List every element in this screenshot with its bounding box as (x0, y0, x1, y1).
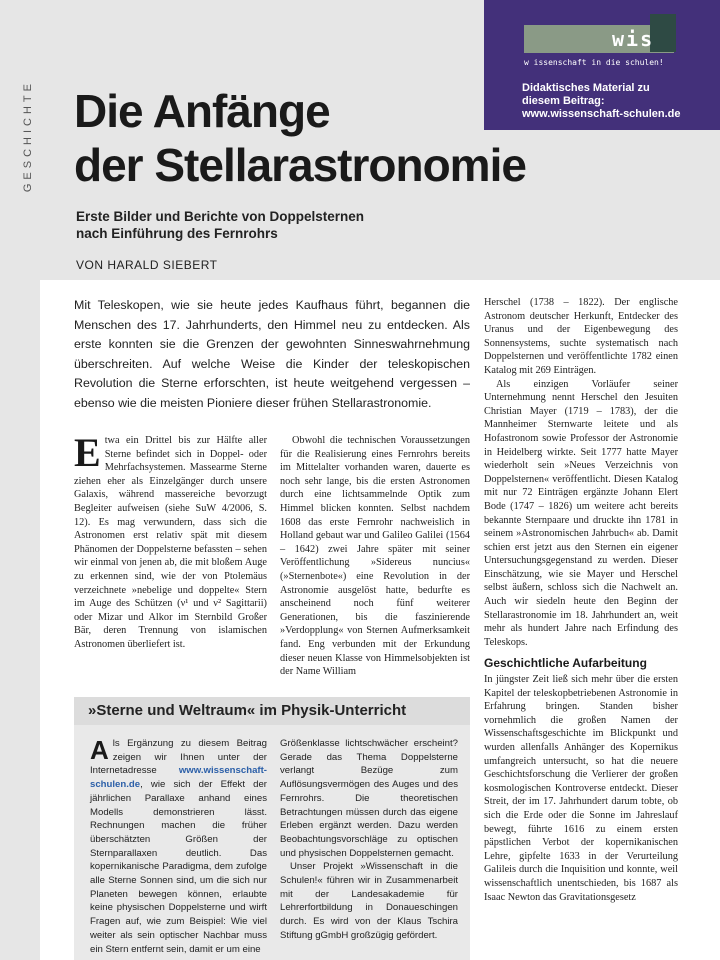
column3-paragraph-2: Als einzigen Vorläufer seiner Unternehmung nennt Herschel den Jesuiten Christian Mayer (1719 – 1783), der die Mannheimer Sternwarte leitete und als Hofastronom sowie Professor der Astronomie in Heidelberg wirkte. Seit 1777 hatte Mayer wiederholt sein »Neues Verzeichnis von Doppelsternen« veröffentlicht. Diesen Katalog mit nur 72 Einträgen ergänzte Johann Elert Bode (1747 – 1826) um weitere acht bereits bekannte Sternpaare und druckte ihn 1781 in seinem »Astronomischen Jahrbuch« ab. Damit schien erst jetzt aus den Sternen ein eigener Untersuchungsgegenstand zu werden. Dieser Einschätzung, wie sie Mayer und Herschel selbst äußern, schloss sich die Nachwelt an. Auch wir siedeln heute den Beginn der Stellarastronomie im 18. Jahrhundert an, weit mehr als hundert Jahre nach Erfindung des Teleskops. (484, 378, 678, 648)
subtitle-line-2: nach Einführung des Fernrohrs (76, 226, 278, 241)
infobox-paragraph-2: Größenklasse lichtschwächer erscheint? Gerade das Thema Doppelsterne verlangt Bezüge zum Auflösungsvermögen des Auges und des Fernrohrs. Die theoretischen Betrachtungen müssen durch das eigene Erleben ergänzt werden. Dazu werden Beobachtungsvorschläge zu optischen und physischen Doppelsternen gemacht. (280, 738, 458, 859)
infobox-column-2 (280, 737, 458, 943)
title-line-1: Die Anfänge (74, 85, 330, 137)
infobox-paragraph-3: Unser Projekt »Wissenschaft in die Schulen!« führen wir in Zusammenarbeit mit der Landesakademie für Lehrerfortbildung in Donaueschingen durch. Es wird von der Klaus Tschira Stiftung gGmbH großzügig gefördert. (280, 861, 458, 941)
infobox-column-1 (90, 737, 267, 956)
dropcap: E (74, 430, 101, 475)
section-heading: Geschichtliche Aufarbeitung (484, 656, 647, 671)
title-line-2: der Stellarastronomie (74, 139, 526, 191)
wis-website-link[interactable]: www.wissenschaft-schulen.de (90, 765, 267, 791)
wis-tagline: w issenschaft in die schulen! (524, 58, 664, 67)
infobox-dropcap: A (90, 735, 109, 765)
article-lead: Mit Teleskopen, wie sie heute jedes Kaufhaus führt, begannen die Menschen des 17. Jahrhunderts, den Himmel neu zu entdecken. Als erste konnten sie die Grenzen der gewohnten Sinneswahrnehmung überschreiten. Auf welche Weise die Kinder der teleskopischen Revolution die Sterne erforschten, ist heute weitgehend vergessen – ebenso wie die meisten Pioniere dieser frühen Stellarastronomie. (74, 298, 470, 410)
wis-info-line2: diesem Beitrag: (522, 95, 605, 107)
infobox-paragraph-1 (90, 737, 267, 956)
text-column-1 (74, 430, 267, 652)
text-column-3 (484, 296, 678, 904)
wis-material-note (522, 82, 718, 121)
infobox-text-b: , wie sich der Effekt der jährlichen Parallaxe anhand eines Modells demonstrieren lässt. Rechnungen machen die früher überschätzten Größen der Sternparallaxen deutlich. Das kopernikanische Paradigma, dem zufolge alle Sterne Sonnen sind, um die sich nur Planeten bewegen können, erlaubte keine physischen Doppelsterne und wirft Fragen auf, wie zum Beispiel: Wie viel weiter als sein optischer Nachbar muss ein Stern entfernt sein, damit er um eine (90, 779, 267, 955)
article-subtitle (76, 208, 364, 242)
subtitle-line-1: Erste Bilder und Berichte von Doppelsternen (76, 209, 365, 224)
text-column-2 (280, 434, 470, 679)
column3-paragraph-1: Herschel (1738 – 1822). Der englische Astronom deutscher Herkunft, Entdecker des Uranus und der Eigenbewegung des Sonnensystems, suchte systematisch nach Doppelsternen und veröffentlichte 1782 einen Katalog mit 269 Einträgen. (484, 297, 678, 376)
column2-paragraph: Obwohl die technischen Voraussetzungen für die Realisierung eines Fernrohrs bereits im Mittelalter vorhanden waren, dauerte es noch sehr lange, bis die ersten Astronomen durch eine lichtsammelnde Optik zum Himmel blicken konnten. Selbst nachdem 1608 das erste Fernrohr nachweislich in Holland gebaut war und Galileo Galilei (1564 – 1642) zwei Jahre später mit seiner Veröffentlichung »Sidereus nuncius« (»Sternenbote«) eine Revolution in der Astronomie ausgelöst hatte, bedurfte es anscheinend noch fünf weiterer Generationen, bis die faszinierende »Verdopplung« von Sternen Aufmerksamkeit fand. Eng verbunden mit der Erkundung dieser neuen Klasse von Himmelsobjekten ist der Name William (280, 435, 470, 678)
article-author: VON HARALD SIEBERT (76, 258, 218, 272)
wis-logo: wis (612, 27, 655, 51)
wis-url-link[interactable]: www.wissenschaft-schulen.de (522, 108, 681, 120)
article-title (74, 84, 526, 192)
column1-paragraph (74, 430, 267, 652)
wis-info-line1: Didaktisches Material zu (522, 82, 650, 94)
column1-text: twa ein Drittel bis zur Hälfte aller Sterne befindet sich in Doppel- oder Mehrfachsystemen. Massearme Sterne ziehen eher als Einzelgänger durch unsere Galaxis, während massereiche bevorzugt Begleiter aufweisen (siehe SuW 4/2006, S. 12). Es mag verwundern, dass sich die Astronomen erst relativ spät mit diesem Phänomen der Doppelsterne befassten – sehen wir einmal von jenen ab, die mit bloßem Auge zu erkennen sind, wie der von Ptolemäus verzeichnete »nebelige und doppelte« Stern im Auge des Schützen (ν¹ und ν² Sagittarii) oder Mizar und Alkor im Sternbild Großer Bär, deren Trennung von islamischen Astronomen überliefert ist. (74, 435, 267, 650)
column3-paragraph-3: In jüngster Zeit ließ sich mehr über die ersten Kapitel der teleskopbetriebenen Astronomie in Erfahrung bringen. Standen bisher vornehmlich die großen Namen der Wissenschaftsgeschichte im Blickpunkt und wurden allenfalls Anhänger des Kopernikus umfangreich untersucht, so hat die neuere Geschichtsforschung die Verlierer der großen kosmologischen Kontroverse entdeckt. Dieser Streit, der im 17. Jahrhundert darum tobte, ob sich die Erde oder die Sonne im Jahreslauf bewegt, führte 1616 zu einem ersten päpstlichen Verbot der kopernikanischen Lehre, gipfelte 1633 in der Verurteilung Galileis durch die Inquisition und konnte, weil wissenschaftlich unentschieden, bis 1687 als Isaac Newton das Gravitationsgesetz (484, 674, 678, 903)
section-rubric: GESCHICHTE (22, 80, 34, 193)
infobox-header: »Sterne und Weltraum« im Physik-Unterricht (74, 697, 470, 725)
infobox-text-a: ls Ergänzung zu diesem Beitrag zeigen wir Ihnen unter der Internetadresse (90, 738, 267, 777)
